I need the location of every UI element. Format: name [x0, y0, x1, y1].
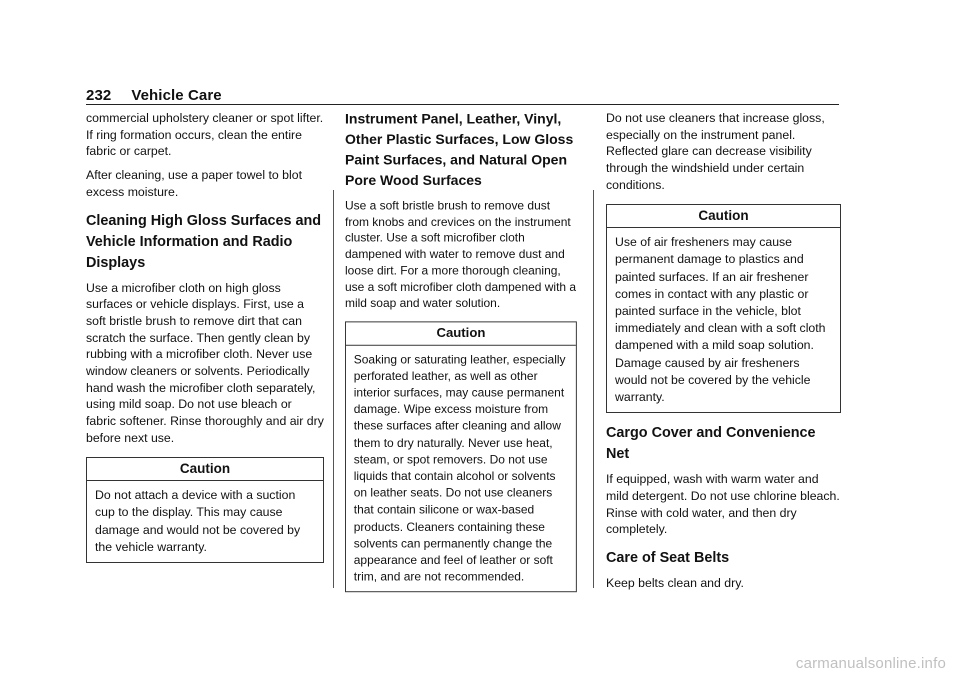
caution-body: Use of air fresheners may cause permanent damage to plastics and painted surfaces. If an air freshener comes in contact with any plastic or painted surface in the vehicle, blot immediately and clean with a soft cloth dampened with a mild soap solution. Damage caused by air fresheners would not be covered by the vehicle warranty. — [615, 235, 826, 405]
paragraph: commercial upholstery cleaner or spot lifter. If ring formation occurs, clean the entire fabric or carpet. — [86, 111, 324, 159]
paragraph: If equipped, wash with warm water and mild detergent. Do not use chlorine bleach. Rinse with cold water, and then dry completely. — [606, 472, 840, 537]
paragraph: Do not use cleaners that increase gloss, especially on the instrument panel. Reflected glare can decrease visibility through the windshield under certain conditions. — [606, 111, 825, 192]
heading-instrument-panel: Instrument Panel, Leather, Vinyl, Other Plastic Surfaces, Low Gloss Paint Surfaces, and Natural Open Pore Wood Surfaces — [345, 111, 574, 189]
column-1 — [86, 110, 324, 571]
caution-title: Caution — [607, 205, 840, 229]
column-3 — [606, 110, 841, 599]
column-divider — [593, 190, 594, 588]
page-header — [86, 84, 836, 106]
paragraph: Keep belts clean and dry. — [606, 576, 744, 591]
caution-box — [86, 457, 324, 564]
paragraph: Use a soft bristle brush to remove dust from knobs and crevices on the instrument cluster. Use a soft microfiber cloth dampened with water to remove dust and loose dirt. For a more thorough cleaning, use a soft microfiber cloth dampened with a mild soap and water solution. — [345, 198, 577, 310]
watermark: carmanualsonline.info — [795, 655, 946, 672]
caution-box — [345, 321, 577, 592]
paragraph: After cleaning, use a paper towel to blot excess moisture. — [86, 168, 303, 199]
section-title: Vehicle Care — [131, 86, 222, 104]
caution-body: Soaking or saturating leather, especially perforated leather, as well as other interior surfaces, may cause permanent damage. Wipe excess moisture from these surfaces after cleaning and allow them to dry naturally. Never use heat, steam, or spot removers. Do not use liquids that contain alcohol or solvents on leather seats. Do not use cleaners that contain silicone or wax-based products. Cleaners containing these solvents can permanently change the appearance and feel of leather or soft trim, and are not recommended. — [353, 352, 566, 584]
column-2 — [345, 110, 577, 600]
heading-seat-belts: Care of Seat Belts — [606, 550, 730, 567]
caution-box — [606, 204, 841, 414]
column-divider — [333, 190, 334, 588]
heading-high-gloss-surfaces: Cleaning High Gloss Surfaces and Vehicle Information and Radio Displays — [86, 212, 322, 271]
header-rule — [86, 104, 839, 105]
heading-cargo-cover: Cargo Cover and Convenience Net — [606, 425, 816, 463]
caution-title: Caution — [87, 458, 323, 482]
caution-title: Caution — [346, 322, 576, 345]
paragraph: Use a microfiber cloth on high gloss surfaces or vehicle displays. First, use a soft bristle brush to remove dirt that can scratch the surface. Then gently clean by rubbing with a microfiber cloth. Never use window cleaners or solvents. Periodically hand wash the microfiber cloth separately, using mild soap. Do not use bleach or fabric softener. Rinse thoroughly and air dry before next use. — [86, 280, 324, 445]
caution-body: Do not attach a device with a suction cup to the display. This may cause damage and would not be covered by the vehicle warranty. — [95, 488, 301, 554]
page-number: 232 — [86, 86, 112, 104]
